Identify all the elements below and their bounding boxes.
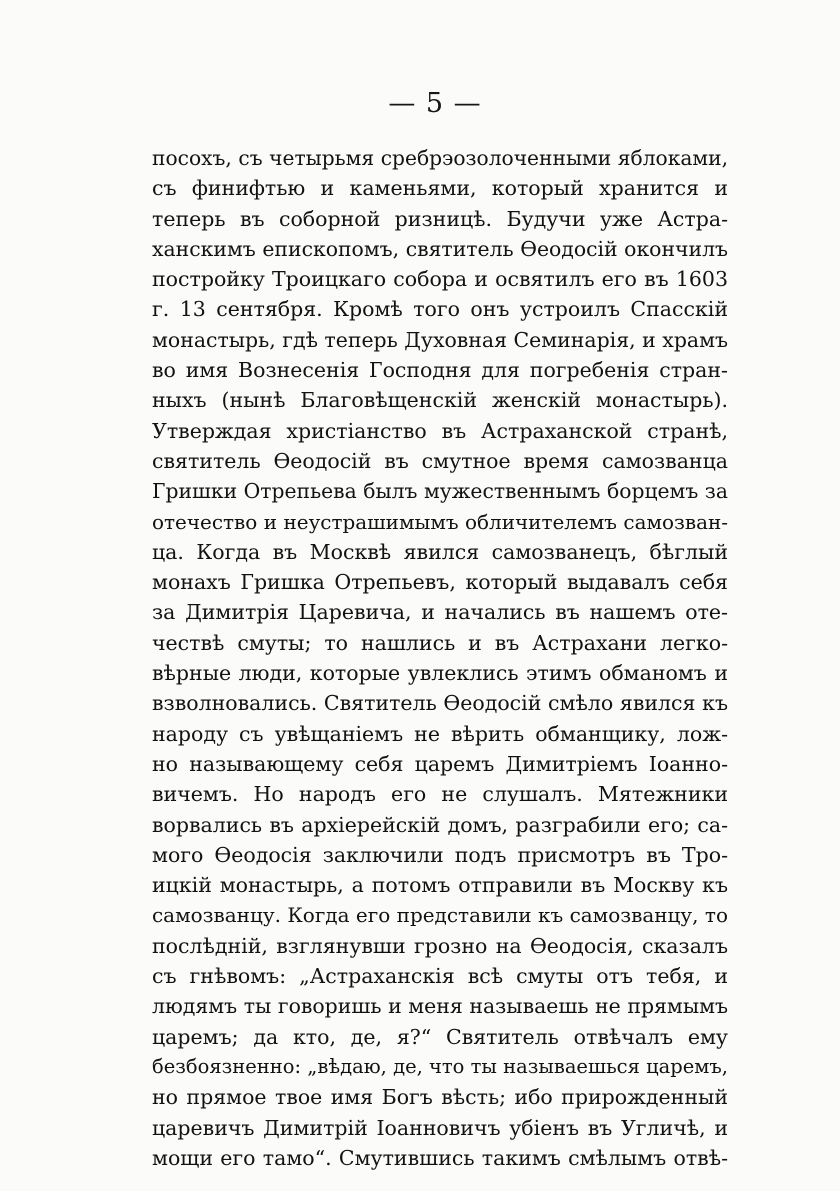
text-line: г. 13 сентября. Кромѣ того онъ устроилъ Спасскій <box>152 297 728 322</box>
page-number: — 5 — <box>388 88 482 119</box>
text-line: мого Өеодосія заключили подъ присмотръ въ Тро- <box>152 842 728 867</box>
text-line: Утверждая христіанство въ Астраханской странѣ, <box>152 418 728 443</box>
text-line: но называющему себя царемъ Димитріемъ Іоанно- <box>152 751 728 776</box>
text-line: ицкій монастырь, а потомъ отправили въ Москву къ <box>152 873 728 898</box>
text-line: самозванцу. Когда его представили къ самозванцу, то <box>152 903 728 928</box>
text-line: во имя Вознесенія Господня для погребенія стран- <box>152 358 728 383</box>
text-line: монахъ Гришка Отрепьевъ, который выдавалъ себя <box>152 570 728 595</box>
text-line: народу съ увѣщаніемъ не вѣрить обманщику, лож- <box>152 721 728 746</box>
text-line: взволновались. Святитель Өеодосій смѣло явился къ <box>152 691 728 716</box>
text-line: мощи его тамо“. Смутившись такимъ смѣлымъ отвѣ- <box>152 1145 728 1170</box>
text-line: Гришки Отрепьева былъ мужественнымъ борцемъ за <box>152 479 728 504</box>
text-line: отечество и неустрашимымъ обличителемъ самозван- <box>152 509 728 534</box>
text-line: съ финифтью и каменьями, который хранится и <box>152 176 728 201</box>
text-line: ца. Когда въ Москвѣ явился самозванецъ, бѣглый <box>152 539 728 564</box>
text-line: людямъ ты говоришь и меня называешь не прямымъ <box>152 994 728 1019</box>
text-line: постройку Троицкаго собора и освятилъ его въ 1603 <box>152 267 728 292</box>
text-line: царемъ; да кто, де, я?“ Святитель отвѣчалъ ему <box>152 1024 728 1049</box>
text-line: но прямое твое имя Богъ вѣсть; ибо прирожденный <box>152 1085 728 1110</box>
text-line: монастырь, гдѣ теперь Духовная Семинарія, и храмъ <box>152 327 728 352</box>
text-line: царевичъ Димитрій Іоанновичъ убіенъ въ Угличѣ, и <box>152 1115 728 1140</box>
text-line: за Димитрія Царевича, и начались въ нашемъ оте- <box>152 600 728 625</box>
text-line: съ гнѣвомъ: „Астраханскія всѣ смуты отъ тебя, и <box>152 964 728 989</box>
body-text <box>152 143 728 1173</box>
text-line: чествѣ смуты; то нашлись и въ Астрахани легко- <box>152 630 728 655</box>
text-line: ныхъ (нынѣ Благовѣщенскій женскій монастырь). <box>152 388 728 413</box>
text-line: посохъ, съ четырьмя сребрэозолоченными яблоками, <box>152 146 728 170</box>
text-line: вичемъ. Но народъ его не слушалъ. Мятежники <box>152 782 728 807</box>
text-line: ворвались въ архіерейскій домъ, разграбили его; са- <box>152 812 728 837</box>
text-line: святитель Өеодосій въ смутное время самозванца <box>152 448 728 473</box>
text-line: безбоязненно: „вѣдаю, де, что ты называешься царемъ, <box>152 1054 728 1078</box>
text-line: вѣрные люди, которые увлеклись этимъ обманомъ и <box>152 661 728 686</box>
text-line: ханскимъ епископомъ, святитель Өеодосій окончилъ <box>152 236 728 261</box>
text-line: послѣдній, взглянувши грозно на Өеодосія, сказалъ <box>152 933 728 958</box>
text-line: теперь въ соборной ризницѣ. Будучи уже Астра- <box>152 206 728 231</box>
